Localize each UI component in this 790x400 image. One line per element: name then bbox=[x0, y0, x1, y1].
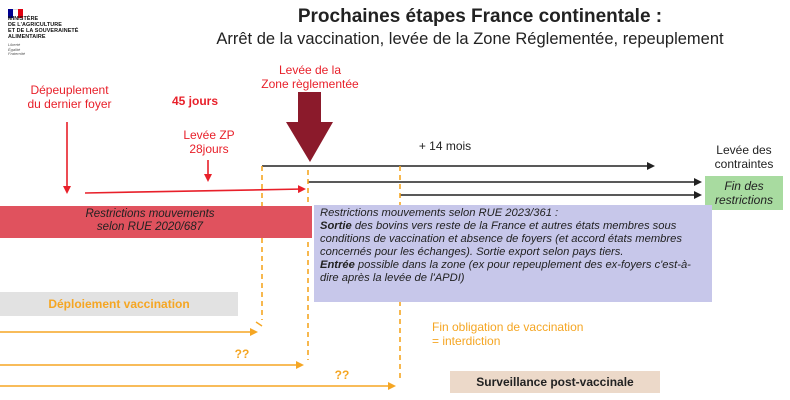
zr-lift-label: Levée de la Zone règlementée bbox=[261, 63, 359, 91]
page-title: Prochaines étapes France continentale : bbox=[297, 6, 663, 27]
page-subtitle: Arrêt de la vaccination, levée de la Zone Réglementée, repeuplement bbox=[216, 30, 724, 48]
zp-lift-label: Levée ZP 28jours bbox=[183, 128, 235, 156]
months14-label: + 14 mois bbox=[418, 139, 472, 153]
constraints-lift-label: Levée des contraintes bbox=[714, 143, 774, 171]
end-restrictions-label: Fin des restrictions bbox=[714, 179, 773, 207]
post-surveillance-label: Surveillance post-vaccinale bbox=[476, 375, 634, 389]
end-vaccination-label: Fin obligation de vaccination = interdiction bbox=[432, 320, 584, 348]
restrictions-2023-text: Restrictions mouvements selon RUE 2023/361 : Sortie des bovins vers reste de la France et autres états membres sous conditions de vaccination et absence de foyers (et accord états membres concernés pour les échanges). Sortie export selon pays tiers. Entrée possible dans la zone (ex pour repeuplement des ex-foyers c'est-à-dire après la levée de l'APDI) bbox=[320, 207, 691, 284]
45days-arrow bbox=[85, 189, 304, 193]
ministry-logo-text: MINISTÈRE DE L'AGRICULTURE ET DE LA SOUVERAINETÉ ALIMENTAIRE bbox=[8, 16, 79, 40]
restrictions-2020-label: Restrictions mouvements selon RUE 2020/687 bbox=[85, 208, 215, 233]
vaccination-deploy-label: Déploiement vaccination bbox=[48, 297, 190, 311]
unknown-marker-1: ?? bbox=[234, 347, 250, 361]
republic-motto: Liberté Égalité Fraternité bbox=[8, 42, 26, 56]
depopulation-label: Dépeuplement du dernier foyer bbox=[27, 83, 112, 111]
unknown-marker-2: ?? bbox=[334, 368, 350, 382]
orange-small-tick bbox=[256, 322, 262, 326]
zr-big-arrow bbox=[286, 92, 333, 162]
days45-label: 45 jours bbox=[171, 94, 219, 108]
